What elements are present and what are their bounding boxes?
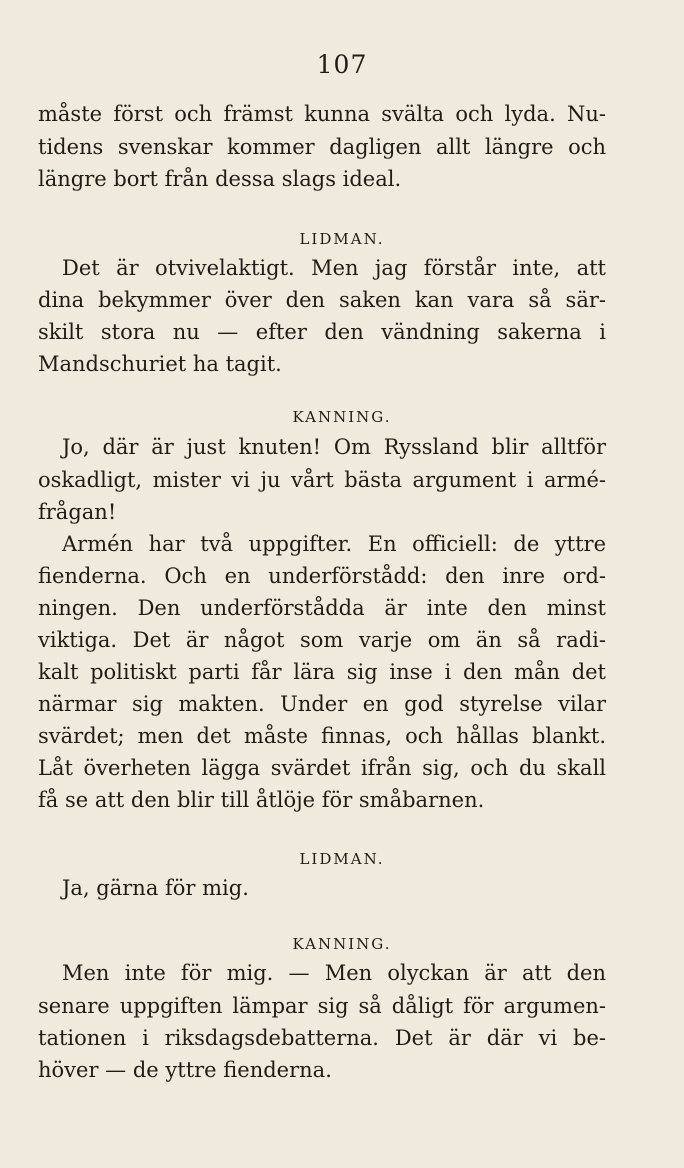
text-line: Men inte för mig. — Men olyckan är att den <box>62 961 606 985</box>
text-line: viktiga. Det är något som varje om än så radi- <box>38 628 606 652</box>
text-line: tationen i riksdagsdebatterna. Det är där vi be- <box>38 1026 606 1050</box>
speaker-name: LIDMAN. <box>299 230 385 248</box>
text-line: närmar sig makten. Under en god styrelse vilar <box>38 692 606 716</box>
speaker-name: LIDMAN. <box>299 850 385 868</box>
text-line: frågan! <box>38 500 117 524</box>
text-line: Låt överheten lägga svärdet ifrån sig, och du skall <box>38 756 606 780</box>
text-line: tidens svenskar kommer dagligen allt längre och <box>38 135 606 159</box>
speaker-name: KANNING. <box>292 408 392 426</box>
text-line: kalt politiskt parti får lära sig inse i den mån det <box>38 660 606 684</box>
text-line: dina bekymmer över den saken kan vara så sär- <box>38 288 606 312</box>
text-line: höver — de yttre fienderna. <box>38 1058 332 1082</box>
text-line: Jo, där är just knuten! Om Ryssland blir alltför <box>62 435 606 459</box>
text-line: Mandschuriet ha tagit. <box>38 352 282 376</box>
text-line: längre bort från dessa slags ideal. <box>38 167 402 191</box>
text-line: senare uppgiften lämpar sig så dåligt för argumen- <box>38 994 606 1018</box>
text-line: svärdet; men det måste finnas, och hållas blankt. <box>38 724 606 748</box>
text-line: Armén har två uppgifter. En officiell: de yttre <box>62 532 606 556</box>
text-line: Det är otvivelaktigt. Men jag förstår inte, att <box>62 256 606 280</box>
text-line: ningen. Den underförstådda är inte den minst <box>38 596 606 620</box>
text-line: skilt stora nu — efter den vändning sakerna i <box>38 320 606 344</box>
text-line: måste först och främst kunna svälta och lyda. Nu- <box>38 102 606 126</box>
text-line: Ja, gärna för mig. <box>62 876 249 900</box>
page-number: 107 <box>316 50 368 79</box>
text-line: oskadligt, mister vi ju vårt bästa argument i armé- <box>38 468 606 492</box>
text-line: få se att den blir till åtlöje för småbarnen. <box>38 788 485 812</box>
speaker-name: KANNING. <box>292 935 392 953</box>
text-line: fienderna. Och en underförstådd: den inre ord- <box>38 564 606 588</box>
